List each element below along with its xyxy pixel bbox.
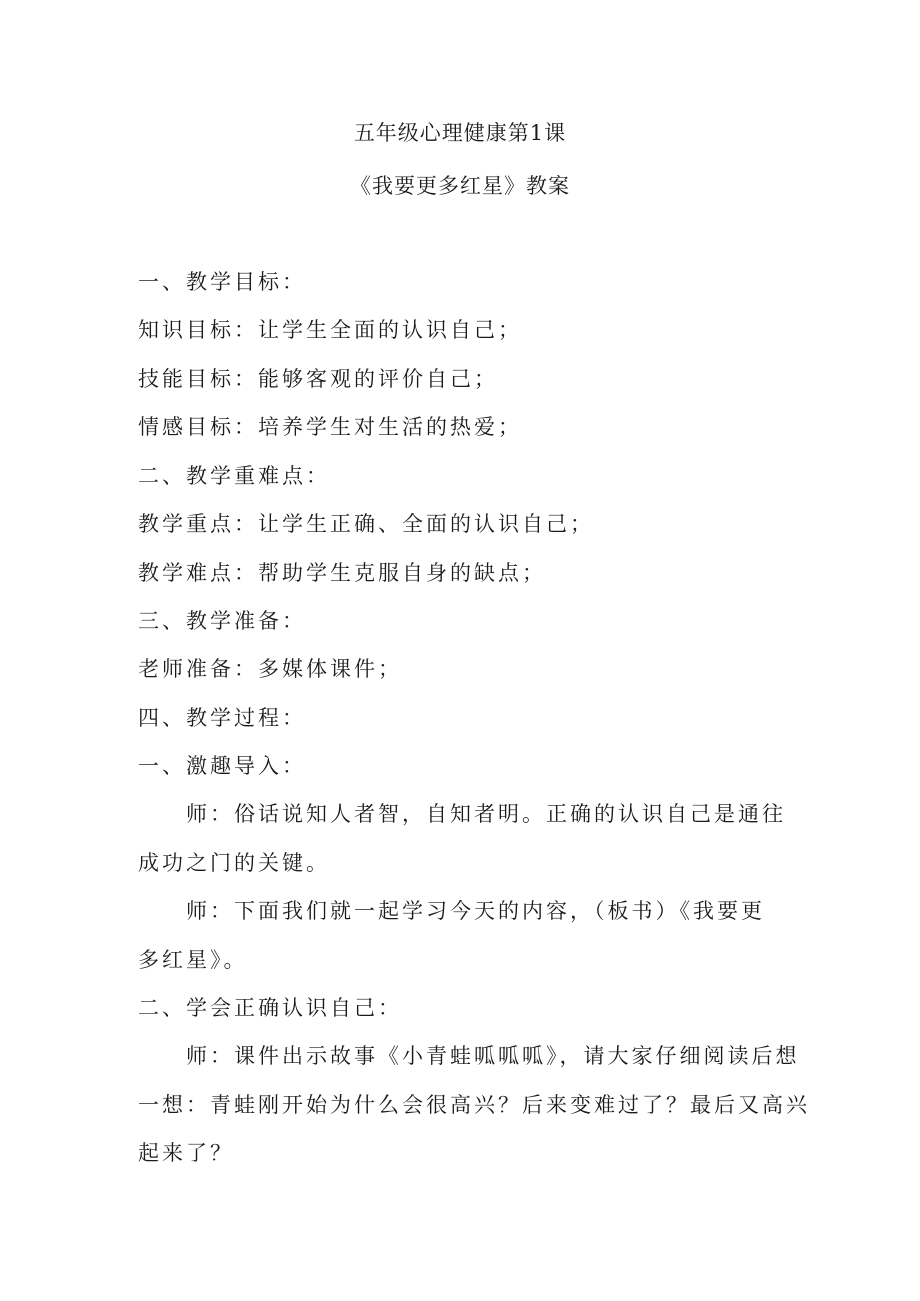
paragraph-knowledge-goal: 知识目标：让学生全面的认识自己； bbox=[138, 318, 522, 342]
paragraph-teacher-speech-1-cont: 成功之门的关键。 bbox=[138, 851, 330, 875]
paragraph-teacher-speech-2: 师：下面我们就一起学习今天的内容，（板书）《我要更 bbox=[186, 899, 765, 923]
subsection-heading-introduction: 一、激趣导入： bbox=[138, 754, 306, 778]
paragraph-key-point: 教学重点：让学生正确、全面的认识自己； bbox=[138, 512, 594, 536]
paragraph-teacher-preparation: 老师准备：多媒体课件； bbox=[138, 657, 402, 681]
paragraph-teacher-speech-3: 师：课件出示故事《小青蛙呱呱呱》，请大家仔细阅读后想 bbox=[186, 1044, 800, 1068]
subsection-heading-self-knowledge: 二、学会正确认识自己： bbox=[138, 996, 402, 1020]
paragraph-difficult-point: 教学难点：帮助学生克服自身的缺点； bbox=[138, 561, 546, 585]
paragraph-teacher-speech-3-cont: 一想：青蛙刚开始为什么会很高兴？后来变难过了？最后又高兴 bbox=[138, 1093, 810, 1117]
section-heading-preparation: 三、教学准备： bbox=[138, 609, 306, 633]
paragraph-skill-goal: 技能目标：能够客观的评价自己； bbox=[138, 367, 498, 391]
document-title: 五年级心理健康第1课 bbox=[353, 121, 567, 145]
paragraph-teacher-speech-1: 师：俗话说知人者智，自知者明。正确的认识自己是通往 bbox=[186, 802, 786, 826]
document-subtitle: 《我要更多红星》教案 bbox=[350, 174, 570, 198]
section-heading-process: 四、教学过程： bbox=[138, 706, 306, 730]
section-heading-objectives: 一、教学目标： bbox=[138, 270, 306, 294]
paragraph-teacher-speech-3-end: 起来了？ bbox=[138, 1141, 234, 1165]
paragraph-teacher-speech-2-cont: 多红星》。 bbox=[138, 948, 248, 972]
section-heading-key-points: 二、教学重难点： bbox=[138, 464, 330, 488]
paragraph-emotion-goal: 情感目标：培养学生对生活的热爱； bbox=[138, 415, 522, 439]
